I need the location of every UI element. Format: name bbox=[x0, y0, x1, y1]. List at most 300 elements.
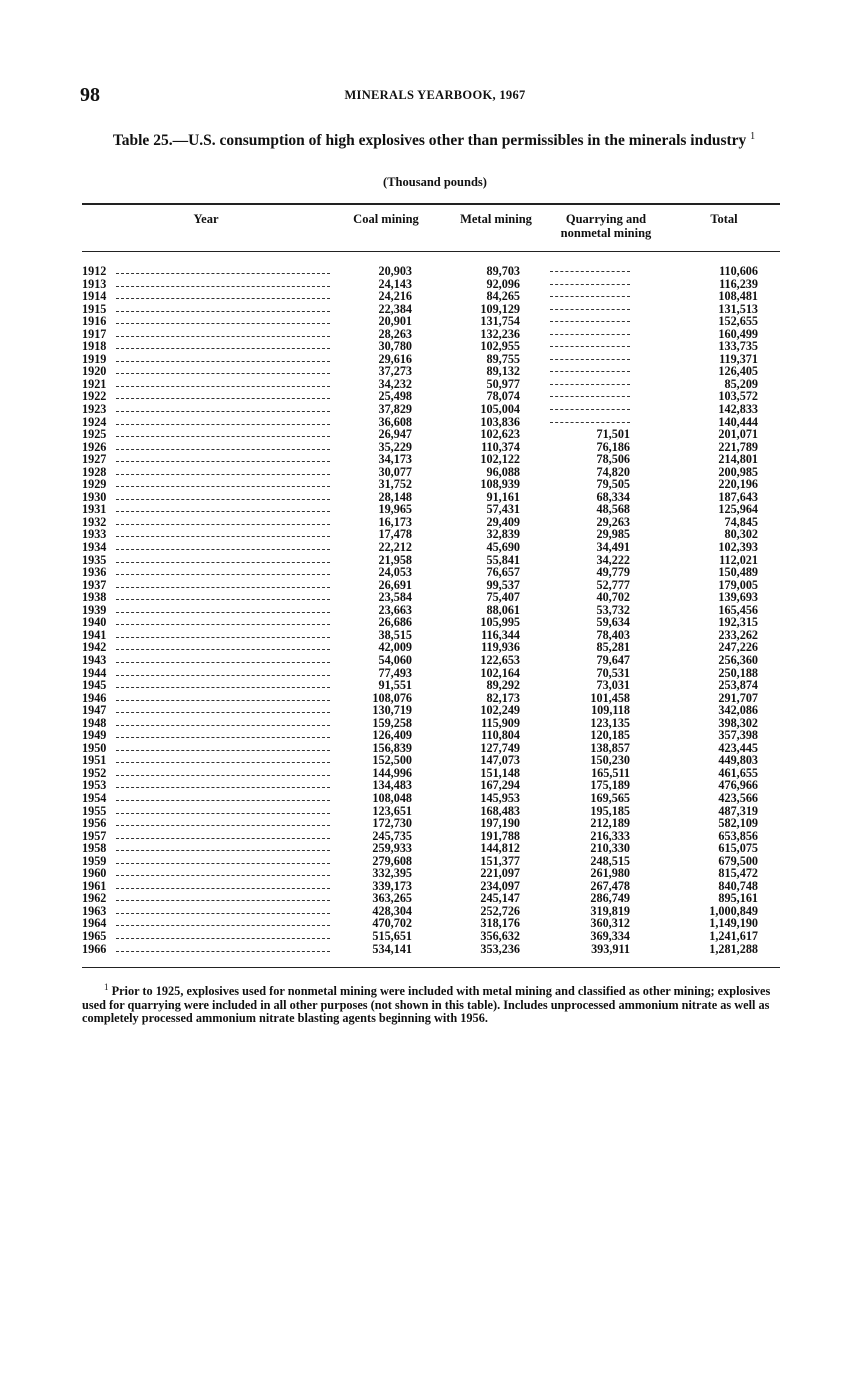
total-cell: 220,196 bbox=[718, 477, 758, 492]
year-cell: 1936 bbox=[82, 565, 107, 580]
quarry-cell: 267,478 bbox=[590, 878, 630, 893]
metal-cell: 89,703 bbox=[486, 264, 520, 278]
leader-line bbox=[116, 792, 330, 801]
leader-line bbox=[116, 943, 330, 952]
quarry-cell: 40,702 bbox=[596, 590, 630, 605]
coal-cell: 20,901 bbox=[378, 314, 412, 329]
metal-cell: 245,147 bbox=[480, 891, 520, 906]
table-row bbox=[82, 604, 782, 617]
table-row bbox=[82, 491, 782, 504]
coal-cell: 245,735 bbox=[372, 828, 412, 843]
quarry-cell bbox=[550, 278, 630, 285]
table-row bbox=[82, 428, 782, 441]
leader-line bbox=[116, 867, 330, 876]
running-head: MINERALS YEARBOOK, 1967 bbox=[344, 88, 526, 102]
total-cell: 615,075 bbox=[718, 841, 758, 856]
leader-line bbox=[116, 528, 330, 537]
quarry-cell bbox=[550, 290, 630, 297]
leader-line bbox=[116, 566, 330, 575]
leader-line bbox=[116, 880, 330, 889]
leader-line bbox=[116, 742, 330, 751]
year-cell: 1953 bbox=[82, 778, 107, 793]
metal-cell: 131,754 bbox=[480, 314, 520, 329]
year-cell: 1940 bbox=[82, 615, 107, 630]
quarry-cell: 248,515 bbox=[590, 853, 630, 868]
total-cell: 200,985 bbox=[718, 464, 758, 479]
leader-line bbox=[116, 403, 330, 412]
total-cell: 253,874 bbox=[718, 678, 758, 693]
leader-line bbox=[116, 917, 330, 926]
leader-line bbox=[116, 654, 330, 663]
metal-cell: 45,690 bbox=[486, 540, 520, 555]
metal-cell: 151,377 bbox=[480, 853, 520, 868]
year-cell: 1923 bbox=[82, 402, 107, 417]
metal-cell: 147,073 bbox=[480, 753, 520, 768]
leader-line bbox=[116, 378, 330, 387]
total-cell: 398,302 bbox=[718, 715, 758, 730]
metal-cell: 105,995 bbox=[480, 615, 520, 630]
table-row bbox=[82, 591, 782, 604]
coal-cell: 172,730 bbox=[372, 816, 412, 831]
metal-cell: 99,537 bbox=[486, 577, 520, 592]
metal-cell: 110,804 bbox=[481, 728, 520, 743]
year-cell: 1954 bbox=[82, 790, 107, 805]
total-cell: 131,513 bbox=[718, 301, 758, 316]
year-cell: 1934 bbox=[82, 540, 107, 555]
table-row bbox=[82, 416, 782, 429]
quarry-cell bbox=[550, 378, 630, 385]
coal-cell: 156,839 bbox=[372, 740, 412, 755]
metal-cell: 115,909 bbox=[481, 715, 520, 730]
total-cell: 423,445 bbox=[718, 740, 758, 755]
quarry-cell: 123,135 bbox=[590, 715, 630, 730]
coal-cell: 77,493 bbox=[378, 665, 412, 680]
coal-cell: 91,551 bbox=[378, 678, 412, 693]
coal-cell: 26,691 bbox=[378, 577, 412, 592]
total-cell: 476,966 bbox=[718, 778, 758, 793]
table-row bbox=[82, 541, 782, 554]
quarry-cell: 369,334 bbox=[590, 928, 630, 943]
total-cell: 80,302 bbox=[724, 527, 758, 542]
metal-cell: 55,841 bbox=[486, 552, 520, 567]
total-cell: 679,500 bbox=[718, 853, 758, 868]
year-cell: 1963 bbox=[82, 903, 107, 918]
top-rule bbox=[82, 203, 780, 205]
footnote-mark: 1 bbox=[104, 982, 109, 992]
leader-line bbox=[116, 855, 330, 864]
coal-cell: 108,076 bbox=[372, 690, 412, 705]
coal-cell: 20,903 bbox=[378, 264, 412, 278]
total-cell: 179,005 bbox=[718, 577, 758, 592]
total-cell: 487,319 bbox=[718, 803, 758, 818]
metal-cell: 234,097 bbox=[480, 878, 520, 893]
quarry-cell: 286,749 bbox=[590, 891, 630, 906]
leader-line bbox=[116, 704, 330, 713]
total-cell: 342,086 bbox=[718, 703, 758, 718]
leader-line bbox=[116, 315, 330, 324]
table-row bbox=[82, 340, 782, 353]
year-cell: 1943 bbox=[82, 652, 107, 667]
table-row bbox=[82, 516, 782, 529]
metal-cell: 75,407 bbox=[486, 590, 520, 605]
coal-cell: 126,409 bbox=[372, 728, 412, 743]
coal-cell: 130,719 bbox=[372, 703, 412, 718]
coal-cell: 428,304 bbox=[372, 903, 412, 918]
leader-line bbox=[116, 516, 330, 525]
coal-cell: 134,483 bbox=[372, 778, 412, 793]
year-cell: 1958 bbox=[82, 841, 107, 856]
quarry-cell: 360,312 bbox=[590, 916, 630, 931]
page-number: 98 bbox=[80, 84, 100, 106]
year-cell: 1919 bbox=[82, 351, 107, 366]
table-row bbox=[82, 353, 782, 366]
leader-line bbox=[116, 604, 330, 613]
leader-line bbox=[116, 278, 330, 287]
quarry-cell bbox=[550, 265, 630, 272]
coal-cell: 37,829 bbox=[378, 402, 412, 417]
quarry-cell: 29,263 bbox=[596, 514, 630, 529]
table-body bbox=[82, 265, 782, 955]
table-row bbox=[82, 880, 782, 893]
coal-cell: 470,702 bbox=[372, 916, 412, 931]
total-cell: 85,209 bbox=[724, 376, 758, 391]
leader-line bbox=[116, 830, 330, 839]
table-title-text: Table 25.—U.S. consumption of high explosives other than permissibles in the minerals industry bbox=[112, 132, 747, 150]
leader-line bbox=[116, 290, 330, 299]
quarry-cell bbox=[550, 315, 630, 322]
leader-line bbox=[116, 692, 330, 701]
leader-line bbox=[116, 767, 330, 776]
leader-line bbox=[116, 905, 330, 914]
total-cell: 119,371 bbox=[719, 351, 758, 366]
total-cell: 112,021 bbox=[719, 552, 758, 567]
leader-line bbox=[116, 579, 330, 588]
quarry-cell bbox=[550, 353, 630, 360]
quarry-cell bbox=[550, 365, 630, 372]
metal-cell: 110,374 bbox=[481, 439, 520, 454]
coal-cell: 332,395 bbox=[372, 866, 412, 881]
metal-cell: 122,653 bbox=[480, 652, 520, 667]
year-cell: 1933 bbox=[82, 527, 107, 542]
quarry-cell: 48,568 bbox=[596, 502, 630, 517]
quarry-cell: 216,333 bbox=[590, 828, 630, 843]
year-cell: 1932 bbox=[82, 514, 107, 529]
leader-line bbox=[116, 817, 330, 826]
table-row bbox=[82, 503, 782, 516]
year-cell: 1912 bbox=[82, 264, 107, 278]
quarry-cell: 59,634 bbox=[596, 615, 630, 630]
year-cell: 1915 bbox=[82, 301, 107, 316]
year-cell: 1966 bbox=[82, 941, 107, 956]
total-cell: 1,241,617 bbox=[709, 928, 758, 943]
coal-cell: 279,608 bbox=[372, 853, 412, 868]
coal-cell: 17,478 bbox=[378, 527, 412, 542]
coal-cell: 35,229 bbox=[378, 439, 412, 454]
total-cell: 815,472 bbox=[718, 866, 758, 881]
total-cell: 139,693 bbox=[718, 590, 758, 605]
leader-line bbox=[116, 805, 330, 814]
quarry-cell: 52,777 bbox=[596, 577, 630, 592]
quarry-cell: 120,185 bbox=[590, 728, 630, 743]
coal-cell: 38,515 bbox=[378, 627, 412, 642]
leader-line bbox=[116, 340, 330, 349]
year-cell: 1947 bbox=[82, 703, 107, 718]
total-cell: 214,801 bbox=[718, 452, 758, 467]
year-cell: 1939 bbox=[82, 602, 107, 617]
year-cell: 1937 bbox=[82, 577, 107, 592]
quarry-cell: 78,403 bbox=[596, 627, 630, 642]
table-row bbox=[82, 867, 782, 880]
total-cell: 895,161 bbox=[718, 891, 758, 906]
coal-cell: 22,212 bbox=[378, 540, 412, 555]
total-cell: 187,643 bbox=[718, 489, 758, 504]
quarry-cell: 49,779 bbox=[596, 565, 630, 580]
coal-cell: 28,263 bbox=[378, 326, 412, 341]
leader-line bbox=[116, 930, 330, 939]
year-cell: 1965 bbox=[82, 928, 107, 943]
table-row bbox=[82, 892, 782, 905]
quarry-cell: 73,031 bbox=[596, 678, 630, 693]
leader-line bbox=[116, 491, 330, 500]
year-cell: 1935 bbox=[82, 552, 107, 567]
table-row bbox=[82, 805, 782, 818]
leader-line bbox=[116, 591, 330, 600]
quarry-cell: 195,185 bbox=[590, 803, 630, 818]
total-cell: 582,109 bbox=[718, 816, 758, 831]
year-cell: 1917 bbox=[82, 326, 107, 341]
leader-line bbox=[116, 453, 330, 462]
coal-cell: 144,996 bbox=[372, 765, 412, 780]
table-row bbox=[82, 278, 782, 291]
total-cell: 653,856 bbox=[718, 828, 758, 843]
year-cell: 1930 bbox=[82, 489, 107, 504]
year-cell: 1931 bbox=[82, 502, 107, 517]
metal-cell: 102,249 bbox=[480, 703, 520, 718]
year-cell: 1950 bbox=[82, 740, 107, 755]
total-cell: 247,226 bbox=[718, 640, 758, 655]
metal-cell: 119,936 bbox=[481, 640, 520, 655]
quarry-cell: 138,857 bbox=[590, 740, 630, 755]
table-row bbox=[82, 779, 782, 792]
total-cell: 116,239 bbox=[719, 276, 758, 291]
quarry-cell: 29,985 bbox=[596, 527, 630, 542]
coal-cell: 30,780 bbox=[378, 339, 412, 354]
total-cell: 201,071 bbox=[718, 427, 758, 442]
leader-line bbox=[116, 328, 330, 337]
coal-cell: 123,651 bbox=[372, 803, 412, 818]
year-cell: 1949 bbox=[82, 728, 107, 743]
year-cell: 1924 bbox=[82, 414, 107, 429]
year-cell: 1925 bbox=[82, 427, 107, 442]
coal-cell: 363,265 bbox=[372, 891, 412, 906]
coal-cell: 23,584 bbox=[378, 590, 412, 605]
header-quarry: Quarrying and nonmetal mining bbox=[560, 212, 652, 240]
table-row bbox=[82, 303, 782, 316]
total-cell: 150,489 bbox=[718, 565, 758, 580]
metal-cell: 116,344 bbox=[481, 627, 520, 642]
metal-cell: 221,097 bbox=[480, 866, 520, 881]
metal-cell: 151,148 bbox=[480, 765, 520, 780]
leader-line bbox=[116, 416, 330, 425]
year-cell: 1941 bbox=[82, 627, 107, 642]
metal-cell: 88,061 bbox=[486, 602, 520, 617]
total-cell: 357,398 bbox=[718, 728, 758, 743]
metal-cell: 168,483 bbox=[480, 803, 520, 818]
quarry-cell: 34,491 bbox=[596, 540, 630, 555]
metal-cell: 191,788 bbox=[480, 828, 520, 843]
quarry-cell: 74,820 bbox=[596, 464, 630, 479]
total-cell: 423,566 bbox=[718, 790, 758, 805]
quarry-cell: 68,334 bbox=[596, 489, 630, 504]
year-cell: 1929 bbox=[82, 477, 107, 492]
coal-cell: 28,148 bbox=[378, 489, 412, 504]
quarry-cell: 79,647 bbox=[596, 652, 630, 667]
table-row bbox=[82, 717, 782, 730]
quarry-cell: 85,281 bbox=[596, 640, 630, 655]
total-cell: 133,735 bbox=[718, 339, 758, 354]
coal-cell: 34,232 bbox=[378, 376, 412, 391]
year-cell: 1913 bbox=[82, 276, 107, 291]
quarry-cell: 79,505 bbox=[596, 477, 630, 492]
footnote-text: Prior to 1925, explosives used for nonmetal mining were included with metal mining and classified as other mining; explosives used for quarrying were included in all other purposes (not shown in this table). Includes unprocessed ammonium nitrate as well as completely processed ammonium nitrate blasting agents beginning with 1956. bbox=[82, 984, 771, 1026]
table-row bbox=[82, 365, 782, 378]
leader-line bbox=[116, 353, 330, 362]
coal-cell: 25,498 bbox=[378, 389, 412, 404]
header-rule bbox=[82, 251, 780, 252]
title-footnote-mark: 1 bbox=[750, 131, 756, 142]
year-cell: 1916 bbox=[82, 314, 107, 329]
metal-cell: 145,953 bbox=[480, 790, 520, 805]
table-row bbox=[82, 566, 782, 579]
table-row bbox=[82, 855, 782, 868]
footnote bbox=[82, 981, 786, 1026]
metal-cell: 356,632 bbox=[480, 928, 520, 943]
year-cell: 1946 bbox=[82, 690, 107, 705]
coal-cell: 34,173 bbox=[378, 452, 412, 467]
metal-cell: 96,088 bbox=[486, 464, 520, 479]
coal-cell: 259,933 bbox=[372, 841, 412, 856]
leader-line bbox=[116, 717, 330, 726]
total-cell: 102,393 bbox=[718, 540, 758, 555]
leader-line bbox=[116, 441, 330, 450]
quarry-cell: 53,732 bbox=[596, 602, 630, 617]
leader-line bbox=[116, 303, 330, 312]
leader-line bbox=[116, 779, 330, 788]
quarry-cell: 34,222 bbox=[596, 552, 630, 567]
quarry-cell: 76,186 bbox=[596, 439, 630, 454]
quarry-cell: 101,458 bbox=[590, 690, 630, 705]
year-cell: 1952 bbox=[82, 765, 107, 780]
quarry-cell: 109,118 bbox=[591, 703, 630, 718]
year-cell: 1938 bbox=[82, 590, 107, 605]
metal-cell: 76,657 bbox=[486, 565, 520, 580]
metal-cell: 84,265 bbox=[486, 289, 520, 304]
coal-cell: 26,686 bbox=[378, 615, 412, 630]
table-row bbox=[82, 943, 782, 956]
total-cell: 461,655 bbox=[718, 765, 758, 780]
metal-cell: 102,955 bbox=[480, 339, 520, 354]
metal-cell: 127,749 bbox=[480, 740, 520, 755]
coal-cell: 24,053 bbox=[378, 565, 412, 580]
leader-line bbox=[116, 679, 330, 688]
table-row bbox=[82, 754, 782, 767]
year-cell: 1918 bbox=[82, 339, 107, 354]
metal-cell: 89,132 bbox=[486, 364, 520, 379]
quarry-cell: 150,230 bbox=[590, 753, 630, 768]
metal-cell: 144,812 bbox=[480, 841, 520, 856]
leader-line bbox=[116, 641, 330, 650]
table-row bbox=[82, 466, 782, 479]
table-row bbox=[82, 917, 782, 930]
table-row bbox=[82, 679, 782, 692]
quarry-cell: 71,501 bbox=[596, 427, 630, 442]
coal-cell: 29,616 bbox=[378, 351, 412, 366]
total-cell: 192,315 bbox=[718, 615, 758, 630]
metal-cell: 91,161 bbox=[486, 489, 520, 504]
table-row bbox=[82, 579, 782, 592]
year-cell: 1914 bbox=[82, 289, 107, 304]
year-cell: 1960 bbox=[82, 866, 107, 881]
year-cell: 1922 bbox=[82, 389, 107, 404]
table-row bbox=[82, 729, 782, 742]
table-row bbox=[82, 403, 782, 416]
quarry-cell: 175,189 bbox=[590, 778, 630, 793]
metal-cell: 105,004 bbox=[480, 402, 520, 417]
metal-cell: 102,164 bbox=[480, 665, 520, 680]
coal-cell: 31,752 bbox=[378, 477, 412, 492]
table-row bbox=[82, 315, 782, 328]
metal-cell: 318,176 bbox=[480, 916, 520, 931]
table-row bbox=[82, 478, 782, 491]
year-cell: 1945 bbox=[82, 678, 107, 693]
coal-cell: 21,958 bbox=[378, 552, 412, 567]
table-row bbox=[82, 830, 782, 843]
metal-cell: 92,096 bbox=[486, 276, 520, 291]
quarry-cell bbox=[550, 403, 630, 410]
year-cell: 1962 bbox=[82, 891, 107, 906]
table-row bbox=[82, 265, 782, 278]
total-cell: 142,833 bbox=[718, 402, 758, 417]
quarry-cell bbox=[550, 390, 630, 397]
total-cell: 233,262 bbox=[718, 627, 758, 642]
coal-cell: 152,500 bbox=[372, 753, 412, 768]
table-row bbox=[82, 905, 782, 918]
metal-cell: 197,190 bbox=[480, 816, 520, 831]
table-row bbox=[82, 554, 782, 567]
metal-cell: 103,836 bbox=[480, 414, 520, 429]
quarry-cell: 165,511 bbox=[591, 765, 630, 780]
leader-line bbox=[116, 729, 330, 738]
table-row bbox=[82, 616, 782, 629]
quarry-cell: 169,565 bbox=[590, 790, 630, 805]
table-row bbox=[82, 328, 782, 341]
total-cell: 256,360 bbox=[718, 652, 758, 667]
quarry-cell bbox=[550, 416, 630, 423]
leader-line bbox=[116, 265, 330, 274]
metal-cell: 108,939 bbox=[480, 477, 520, 492]
metal-cell: 102,122 bbox=[480, 452, 520, 467]
total-cell: 152,655 bbox=[718, 314, 758, 329]
header-metal: Metal mining bbox=[460, 212, 532, 226]
table-row bbox=[82, 441, 782, 454]
header-year: Year bbox=[193, 212, 219, 226]
table-row bbox=[82, 654, 782, 667]
table-row bbox=[82, 767, 782, 780]
quarry-cell bbox=[550, 340, 630, 347]
metal-cell: 109,129 bbox=[480, 301, 520, 316]
metal-cell: 78,074 bbox=[486, 389, 520, 404]
quarry-cell: 70,531 bbox=[596, 665, 630, 680]
